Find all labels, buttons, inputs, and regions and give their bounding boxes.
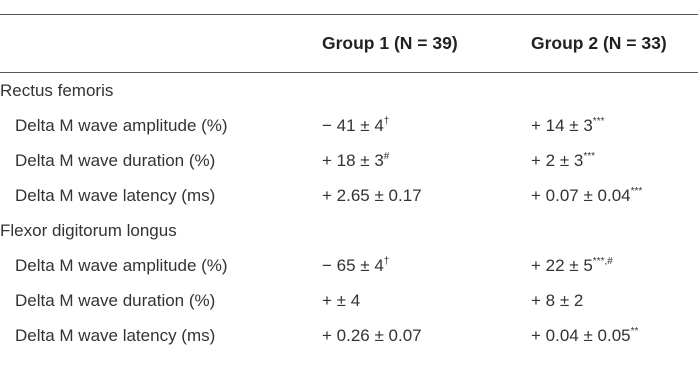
significance-mark: ***,# xyxy=(592,256,613,267)
group-2-value: + 0.04 ± 0.05** xyxy=(531,326,639,345)
group-1-value: − 41 ± 4† xyxy=(322,116,390,135)
table-row xyxy=(0,108,698,143)
row-label: Delta M wave duration (%) xyxy=(15,151,216,170)
column-header-group-1: Group 1 (N = 39) xyxy=(322,33,458,53)
group-1-value: + ± 4 xyxy=(322,291,361,310)
row-label: Delta M wave amplitude (%) xyxy=(15,116,228,135)
section-heading-row xyxy=(0,73,698,108)
group-2-value: + 22 ± 5***,# xyxy=(531,256,613,275)
group-2-value: + 2 ± 3*** xyxy=(531,151,596,170)
group-2-value: + 0.07 ± 0.04*** xyxy=(531,186,643,205)
row-label: Delta M wave latency (ms) xyxy=(15,326,216,345)
table-row xyxy=(0,318,698,353)
table-top-rule xyxy=(0,14,698,15)
group-1-value: + 2.65 ± 0.17 xyxy=(322,186,422,205)
significance-mark: ** xyxy=(630,326,639,337)
group-2-value: + 14 ± 3*** xyxy=(531,116,605,135)
row-label: Delta M wave latency (ms) xyxy=(15,186,216,205)
group-1-value: − 65 ± 4† xyxy=(322,256,390,275)
significance-mark: † xyxy=(383,116,390,127)
column-header-group-2: Group 2 (N = 33) xyxy=(531,33,667,53)
section-title: Rectus femoris xyxy=(0,81,114,100)
group-1-value: + 18 ± 3# xyxy=(322,151,390,170)
row-label: Delta M wave amplitude (%) xyxy=(15,256,228,275)
table-row xyxy=(0,283,698,318)
significance-mark: *** xyxy=(592,116,605,127)
significance-mark: # xyxy=(383,151,390,162)
table-row xyxy=(0,248,698,283)
section-title: Flexor digitorum longus xyxy=(0,221,177,240)
row-label: Delta M wave duration (%) xyxy=(15,291,216,310)
significance-mark: *** xyxy=(630,186,643,197)
significance-mark: † xyxy=(383,256,390,267)
table-row xyxy=(0,143,698,178)
table-row xyxy=(0,178,698,213)
significance-mark: *** xyxy=(583,151,596,162)
group-2-value: + 8 ± 2 xyxy=(531,291,584,310)
section-heading-row xyxy=(0,213,698,248)
group-1-value: + 0.26 ± 0.07 xyxy=(322,326,422,345)
